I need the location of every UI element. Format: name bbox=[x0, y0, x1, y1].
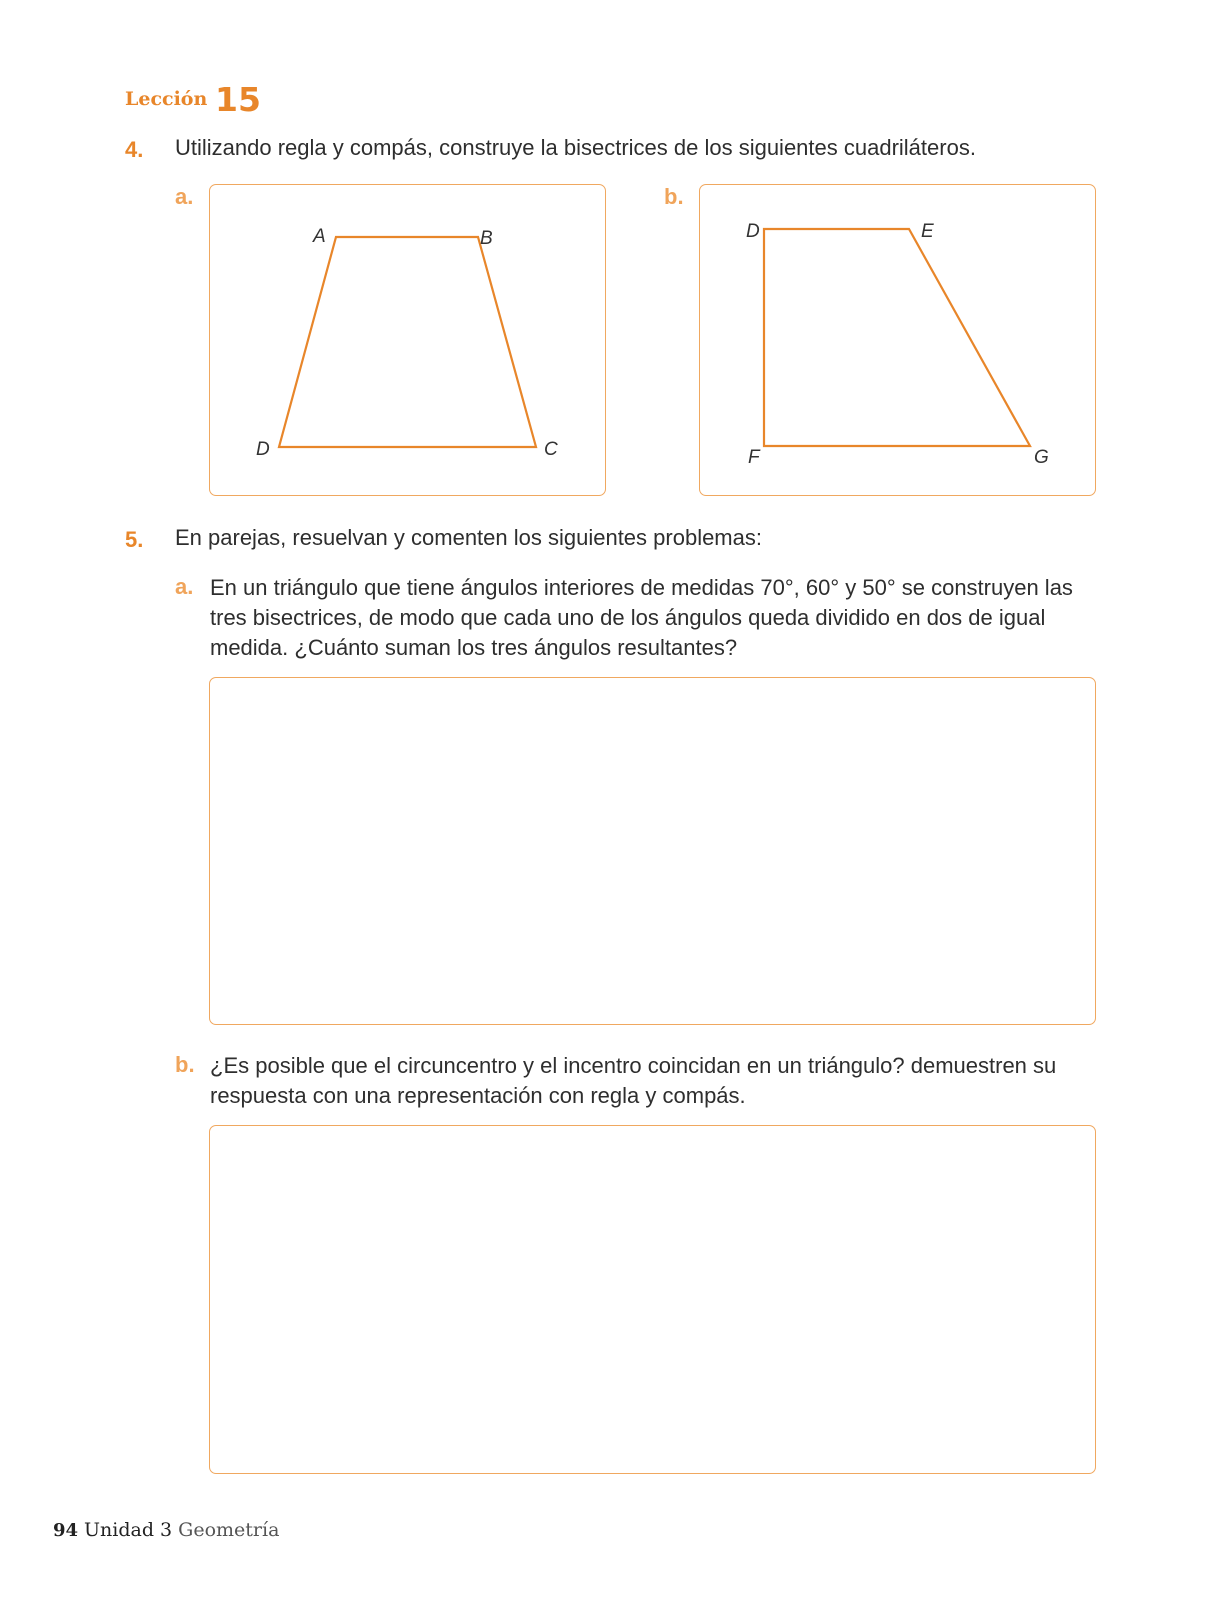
lesson-number: 15 bbox=[215, 80, 261, 119]
vertex-label-a: A bbox=[313, 226, 326, 247]
trapezoid-outline bbox=[279, 237, 536, 447]
vertex-label-f: F bbox=[748, 447, 760, 468]
figure-box-a bbox=[209, 184, 606, 496]
answer-box-5b[interactable] bbox=[209, 1125, 1096, 1474]
trapezoid-outline bbox=[764, 229, 1030, 446]
question-5a-line: medida. ¿Cuánto suman los tres ángulos resultantes? bbox=[210, 635, 738, 660]
vertex-label-d: D bbox=[746, 221, 760, 242]
vertex-label-e: E bbox=[921, 221, 934, 242]
answer-box-5a[interactable] bbox=[209, 677, 1096, 1025]
question-5a-label: a. bbox=[175, 574, 194, 599]
question-4a-label: a. bbox=[175, 184, 194, 209]
page-number: 94 bbox=[53, 1520, 79, 1541]
vertex-label-b: B bbox=[480, 228, 493, 249]
question-4b-label: b. bbox=[664, 184, 684, 209]
vertex-label-g: G bbox=[1034, 447, 1049, 468]
trapezoid-defg bbox=[700, 185, 1097, 497]
figure-box-b bbox=[699, 184, 1096, 496]
question-4-number: 4. bbox=[125, 137, 144, 162]
question-5b-line: respuesta con una representación con regla y compás. bbox=[210, 1083, 746, 1108]
footer-unit bbox=[84, 1519, 279, 1541]
question-5b-text bbox=[210, 1051, 1100, 1111]
trapezoid-abcd bbox=[210, 185, 607, 497]
question-5b-line: ¿Es posible que el circuncentro y el incentro coincidan en un triángulo? demuestren su bbox=[210, 1053, 1057, 1078]
question-5b-label: b. bbox=[175, 1052, 195, 1077]
topic-label: Geometría bbox=[178, 1519, 280, 1541]
question-5-number: 5. bbox=[125, 527, 144, 552]
question-5-text: En parejas, resuelvan y comenten los siguientes problemas: bbox=[175, 525, 762, 550]
question-5a-line: tres bisectrices, de modo que cada uno de los ángulos queda dividido en dos de igual bbox=[210, 605, 1046, 630]
question-5a-text bbox=[210, 573, 1100, 663]
question-5a-line: En un triángulo que tiene ángulos interiores de medidas 70°, 60° y 50° se construyen las bbox=[210, 575, 1073, 600]
vertex-label-c: C bbox=[544, 439, 558, 460]
question-4-text: Utilizando regla y compás, construye la bisectrices de los siguientes cuadriláteros. bbox=[175, 135, 976, 160]
lesson-label: Lección bbox=[125, 88, 208, 110]
vertex-label-d: D bbox=[256, 439, 270, 460]
unit-label: Unidad 3 bbox=[84, 1519, 173, 1541]
